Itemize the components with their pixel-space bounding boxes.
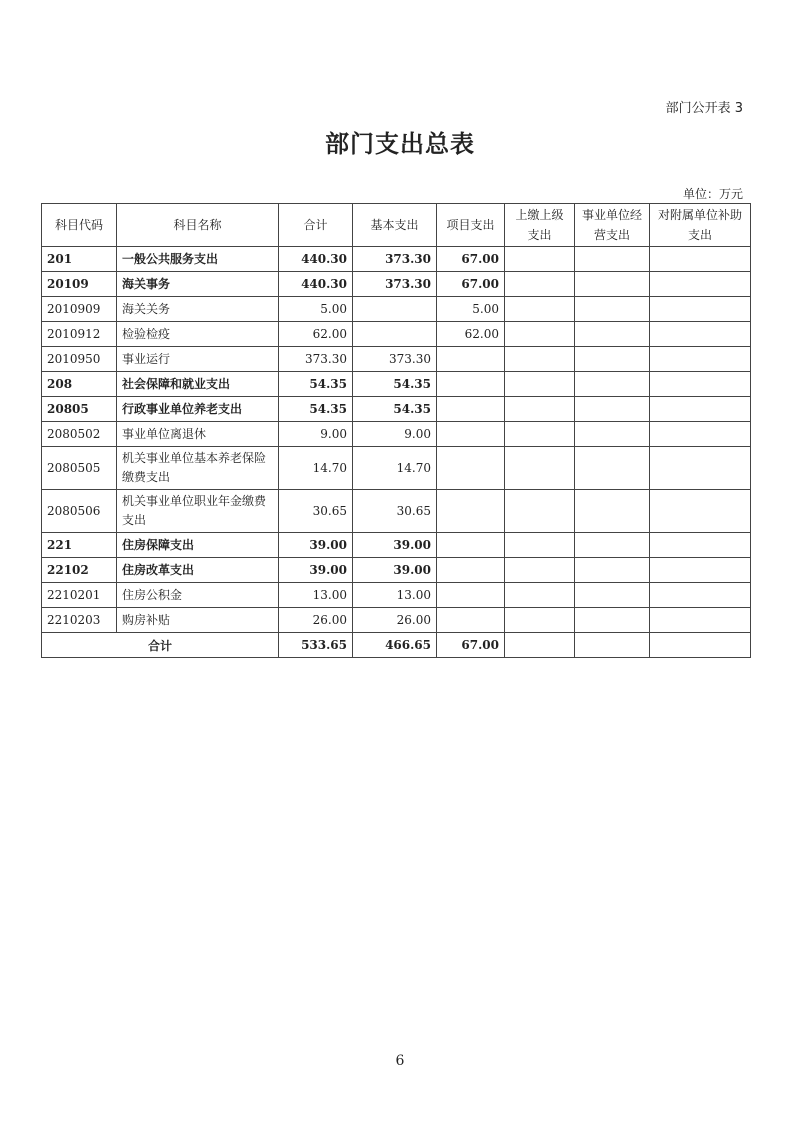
business-cell	[575, 533, 650, 558]
business-cell	[575, 322, 650, 347]
business-cell	[575, 397, 650, 422]
unit-label: 单位：万元	[682, 187, 743, 201]
upper-cell	[505, 347, 575, 372]
basic-cell: 373.30	[353, 347, 437, 372]
business-cell	[575, 247, 650, 272]
code-cell: 2010950	[42, 347, 117, 372]
code-cell: 201	[42, 247, 117, 272]
project-cell	[437, 422, 505, 447]
upper-cell	[505, 397, 575, 422]
table-number-label: 部门公开表 3	[665, 101, 743, 116]
table-row	[42, 490, 751, 533]
project-cell: 67.00	[437, 272, 505, 297]
table-row	[42, 397, 751, 422]
table-row	[42, 372, 751, 397]
name-cell: 购房补贴	[117, 608, 279, 633]
project-cell	[437, 347, 505, 372]
basic-cell: 14.70	[353, 447, 437, 490]
upper-cell	[505, 583, 575, 608]
business-cell	[575, 422, 650, 447]
subsidy-cell	[650, 583, 751, 608]
business-cell	[575, 633, 650, 658]
upper-cell	[505, 608, 575, 633]
business-cell	[575, 447, 650, 490]
page-title: 部门支出总表	[325, 130, 475, 158]
upper-cell	[505, 558, 575, 583]
business-cell	[575, 558, 650, 583]
basic-cell: 39.00	[353, 558, 437, 583]
code-cell: 2210203	[42, 608, 117, 633]
total-label: 合计	[42, 633, 279, 658]
column-header: 上缴上级支出	[505, 204, 575, 247]
table-row	[42, 297, 751, 322]
table-row	[42, 447, 751, 490]
total-cell: 373.30	[279, 347, 353, 372]
table-row	[42, 583, 751, 608]
subsidy-cell	[650, 322, 751, 347]
code-cell: 208	[42, 372, 117, 397]
basic-cell: 26.00	[353, 608, 437, 633]
code-cell: 20805	[42, 397, 117, 422]
project-cell	[437, 558, 505, 583]
table-header-row	[42, 204, 751, 247]
table-row	[42, 558, 751, 583]
upper-cell	[505, 533, 575, 558]
upper-cell	[505, 272, 575, 297]
name-cell: 事业单位离退休	[117, 422, 279, 447]
name-cell: 海关事务	[117, 272, 279, 297]
business-cell	[575, 297, 650, 322]
total-cell: 30.65	[279, 490, 353, 533]
column-header: 事业单位经营支出	[575, 204, 650, 247]
total-cell: 39.00	[279, 533, 353, 558]
project-cell: 67.00	[437, 247, 505, 272]
code-cell: 2080502	[42, 422, 117, 447]
table-row	[42, 347, 751, 372]
table-row	[42, 533, 751, 558]
subsidy-cell	[650, 372, 751, 397]
upper-cell	[505, 322, 575, 347]
subsidy-cell	[650, 397, 751, 422]
name-cell: 一般公共服务支出	[117, 247, 279, 272]
subsidy-cell	[650, 533, 751, 558]
project-cell: 67.00	[437, 633, 505, 658]
subsidy-cell	[650, 247, 751, 272]
subsidy-cell	[650, 297, 751, 322]
total-cell: 9.00	[279, 422, 353, 447]
name-cell: 检验检疫	[117, 322, 279, 347]
name-cell: 机关事业单位职业年金缴费支出	[117, 490, 279, 533]
table-row	[42, 422, 751, 447]
business-cell	[575, 372, 650, 397]
code-cell: 2080506	[42, 490, 117, 533]
column-header: 项目支出	[437, 204, 505, 247]
basic-cell: 466.65	[353, 633, 437, 658]
business-cell	[575, 490, 650, 533]
subsidy-cell	[650, 422, 751, 447]
project-cell	[437, 533, 505, 558]
total-cell: 39.00	[279, 558, 353, 583]
code-cell: 2010912	[42, 322, 117, 347]
expense-table	[41, 203, 751, 658]
basic-cell: 9.00	[353, 422, 437, 447]
name-cell: 住房改革支出	[117, 558, 279, 583]
column-header: 对附属单位补助支出	[650, 204, 751, 247]
table-row	[42, 322, 751, 347]
code-cell: 2210201	[42, 583, 117, 608]
total-cell: 54.35	[279, 397, 353, 422]
column-header: 科目名称	[117, 204, 279, 247]
project-cell	[437, 583, 505, 608]
upper-cell	[505, 247, 575, 272]
code-cell: 20109	[42, 272, 117, 297]
upper-cell	[505, 633, 575, 658]
business-cell	[575, 608, 650, 633]
subsidy-cell	[650, 633, 751, 658]
project-cell	[437, 372, 505, 397]
basic-cell: 373.30	[353, 272, 437, 297]
name-cell: 机关事业单位基本养老保险缴费支出	[117, 447, 279, 490]
name-cell: 社会保障和就业支出	[117, 372, 279, 397]
total-cell: 440.30	[279, 272, 353, 297]
business-cell	[575, 583, 650, 608]
business-cell	[575, 272, 650, 297]
project-cell	[437, 490, 505, 533]
name-cell: 住房保障支出	[117, 533, 279, 558]
total-cell: 54.35	[279, 372, 353, 397]
code-cell: 2080505	[42, 447, 117, 490]
upper-cell	[505, 422, 575, 447]
name-cell: 事业运行	[117, 347, 279, 372]
column-header: 基本支出	[353, 204, 437, 247]
basic-cell	[353, 297, 437, 322]
subsidy-cell	[650, 558, 751, 583]
total-cell: 26.00	[279, 608, 353, 633]
project-cell: 5.00	[437, 297, 505, 322]
subsidy-cell	[650, 347, 751, 372]
total-cell: 13.00	[279, 583, 353, 608]
subsidy-cell	[650, 490, 751, 533]
project-cell	[437, 397, 505, 422]
business-cell	[575, 347, 650, 372]
subsidy-cell	[650, 608, 751, 633]
table-row	[42, 272, 751, 297]
table-row	[42, 247, 751, 272]
basic-cell: 54.35	[353, 372, 437, 397]
name-cell: 海关关务	[117, 297, 279, 322]
basic-cell: 373.30	[353, 247, 437, 272]
upper-cell	[505, 490, 575, 533]
upper-cell	[505, 372, 575, 397]
upper-cell	[505, 297, 575, 322]
basic-cell: 13.00	[353, 583, 437, 608]
name-cell: 住房公积金	[117, 583, 279, 608]
subsidy-cell	[650, 447, 751, 490]
total-cell: 533.65	[279, 633, 353, 658]
basic-cell	[353, 322, 437, 347]
subsidy-cell	[650, 272, 751, 297]
project-cell	[437, 447, 505, 490]
code-cell: 22102	[42, 558, 117, 583]
name-cell: 行政事业单位养老支出	[117, 397, 279, 422]
upper-cell	[505, 447, 575, 490]
project-cell	[437, 608, 505, 633]
basic-cell: 54.35	[353, 397, 437, 422]
total-cell: 440.30	[279, 247, 353, 272]
total-cell: 14.70	[279, 447, 353, 490]
code-cell: 2010909	[42, 297, 117, 322]
total-row	[42, 633, 751, 658]
table-row	[42, 608, 751, 633]
total-cell: 5.00	[279, 297, 353, 322]
column-header: 科目代码	[42, 204, 117, 247]
basic-cell: 39.00	[353, 533, 437, 558]
column-header: 合计	[279, 204, 353, 247]
basic-cell: 30.65	[353, 490, 437, 533]
project-cell: 62.00	[437, 322, 505, 347]
total-cell: 62.00	[279, 322, 353, 347]
page-number: 6	[395, 1053, 405, 1069]
code-cell: 221	[42, 533, 117, 558]
